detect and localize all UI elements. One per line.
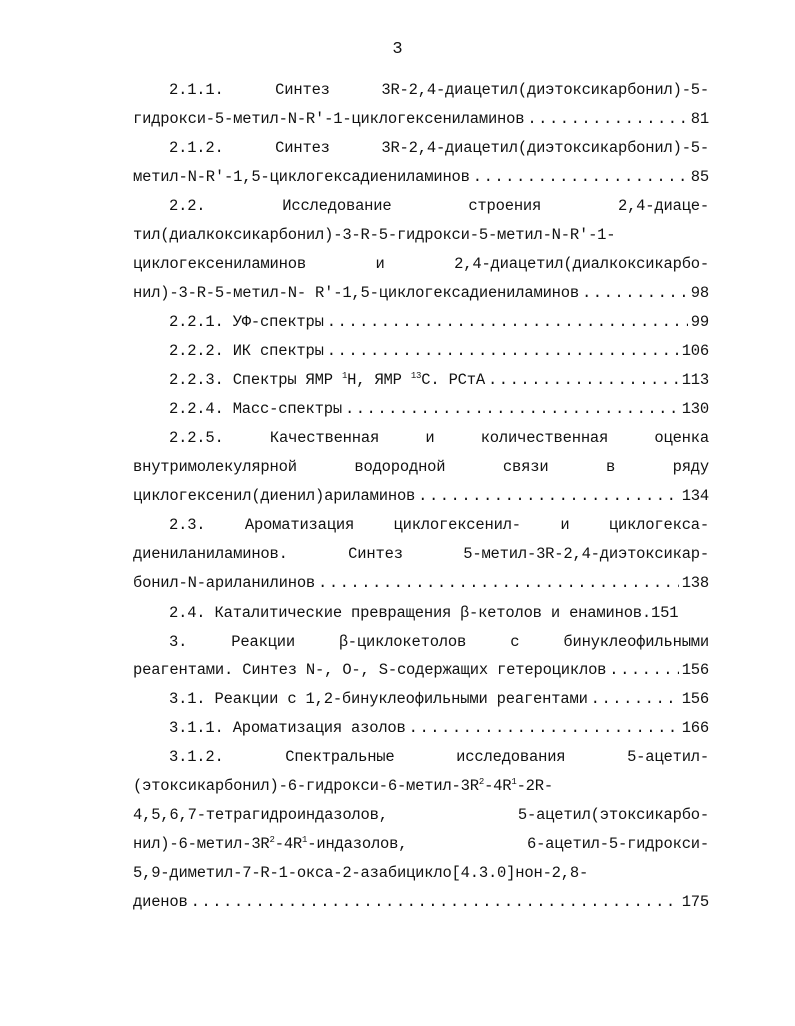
toc-text: 2.2. Исследование строения 2,4-диаце- <box>169 197 709 215</box>
toc-text: 2.2.1. УФ-спектры <box>169 313 324 331</box>
superscript: 1 <box>511 776 517 787</box>
toc-text: 4,5,6,7-тетрагидроиндазолов, 5-ацетил(этоксикарбо- <box>133 806 709 824</box>
toc-page-number: 175 <box>681 893 709 911</box>
toc-text: реагентами. Синтез N-, O-, S-содержащих гетероциклов <box>133 661 607 679</box>
toc-line <box>133 801 709 830</box>
toc-line <box>133 424 709 453</box>
dot-leader <box>318 569 679 598</box>
toc-text: бонил-N-ариланилинов <box>133 574 316 592</box>
dot-leader <box>473 163 688 192</box>
toc-text: $нил)-6-метил-3R^2-4R^1$-индазолов, 6-ацетил-5-гидрокси- <box>133 834 709 853</box>
dot-leader <box>327 308 688 337</box>
toc-text: 5,9-диметил-7-R-1-окса-2-азабицикло[4.3.0]нон-2,8- <box>133 864 589 882</box>
toc-text: 2.4. Каталитические превращения β-кетолов и енаминов. <box>169 604 651 622</box>
toc-line <box>133 511 709 540</box>
toc-page-number: 166 <box>681 719 709 737</box>
toc-page-number: 113 <box>681 371 709 389</box>
toc-line <box>133 627 709 656</box>
toc-line <box>133 337 709 366</box>
toc-text: 3. Реакции β-циклокетолов с бинуклеофильными <box>169 633 709 651</box>
page-number: 3 <box>392 40 403 59</box>
toc-line <box>133 76 709 105</box>
toc-page-number: 99 <box>690 313 709 331</box>
toc-page-number: 81 <box>690 110 709 128</box>
toc-line <box>133 308 709 337</box>
toc-line <box>133 134 709 163</box>
dot-leader <box>591 685 679 714</box>
toc-line <box>133 714 709 743</box>
toc-line <box>133 888 709 917</box>
dot-leader <box>418 482 679 511</box>
toc-page-number: 106 <box>681 342 709 360</box>
toc-text: 3.1. Реакции с 1,2-бинуклеофильными реагентами <box>169 690 588 708</box>
toc-text: нил)-3-R-5-метил-N- R'-1,5-циклогексадиениламинов <box>133 284 579 302</box>
toc-line <box>133 482 709 511</box>
toc-text: диениланиламинов. Синтез 5-метил-3R-2,4-диэтоксикар- <box>133 545 709 563</box>
toc-line <box>133 105 709 134</box>
toc-text: гидрокси-5-метил-N-R'-1-циклогексениламинов <box>133 110 525 128</box>
toc-page-number: 156 <box>681 690 709 708</box>
toc-line <box>133 859 709 888</box>
toc-text: метил-N-R'-1,5-циклогексадиениламинов <box>133 168 470 186</box>
toc-page-number: 151 <box>651 604 679 622</box>
superscript: 2 <box>478 776 485 787</box>
toc-line <box>133 453 709 482</box>
toc-text: тил(диалкоксикарбонил)-3-R-5-гидрокси-5-метил-N-R'-1- <box>133 226 616 244</box>
toc-line <box>133 830 709 859</box>
toc-line <box>133 772 709 801</box>
dot-leader <box>582 279 688 308</box>
superscript: 1 <box>341 370 348 381</box>
toc-text: 2.2.5. Качественная и количественная оценка <box>169 429 709 447</box>
toc-text: 2.2.4. Масс-спектры <box>169 400 342 418</box>
toc-line <box>133 192 709 221</box>
toc-text: 2.2.3. Спектры ЯМР $^1$Н, ЯМР $^{13}$С. РСтА <box>169 370 485 389</box>
toc-line <box>133 569 709 598</box>
toc-text: циклогексенил(диенил)ариламинов <box>133 487 416 505</box>
toc-page-number: 156 <box>681 661 709 679</box>
toc-text: 3.1.1. Ароматизация азолов <box>169 719 406 737</box>
toc-line <box>133 221 709 250</box>
toc-text: 2.1.1. Синтез 3R-2,4-диацетил(диэтоксикарбонил)-5- <box>169 81 709 99</box>
toc-line <box>133 540 709 569</box>
toc-line <box>133 743 709 772</box>
toc-page-number: 85 <box>690 168 709 186</box>
toc-line <box>133 656 709 685</box>
toc-text: $(этоксикарбонил)-6-гидрокси-6-метил-3R^2-4R^1-2R-$ <box>133 776 553 795</box>
dot-leader <box>609 656 678 685</box>
table-of-contents <box>133 76 709 917</box>
toc-text: 3.1.2. Спектральные исследования 5-ацетил- <box>169 748 709 766</box>
toc-page-number: 134 <box>681 487 709 505</box>
toc-line <box>133 395 709 424</box>
dot-leader <box>409 714 679 743</box>
toc-text: циклогексениламинов и 2,4-диацетил(диалкоксикарбо- <box>133 255 709 273</box>
toc-line <box>133 250 709 279</box>
dot-leader <box>191 888 679 917</box>
toc-text: 2.3. Ароматизация циклогексенил- и циклогекса- <box>169 516 709 534</box>
toc-line <box>133 366 709 395</box>
superscript: 2 <box>269 834 275 845</box>
dot-leader <box>527 105 687 134</box>
dot-leader <box>488 366 679 395</box>
beta-symbol: β <box>460 604 469 621</box>
superscript: 1 <box>302 834 308 845</box>
toc-line <box>133 279 709 308</box>
toc-page-number: 98 <box>690 284 709 302</box>
toc-text: 2.2.2. ИК спектры <box>169 342 324 360</box>
toc-line <box>133 163 709 192</box>
toc-text: диенов <box>133 893 188 911</box>
dot-leader <box>345 395 679 424</box>
superscript: 13 <box>410 370 422 381</box>
toc-page-number: 130 <box>681 400 709 418</box>
toc-text: 2.1.2. Синтез 3R-2,4-диацетил(диэтоксикарбонил)-5- <box>169 139 709 157</box>
toc-line <box>133 685 709 714</box>
toc-text: внутримолекулярной водородной связи в ряду <box>133 458 709 476</box>
dot-leader <box>327 337 679 366</box>
toc-page-number: 138 <box>681 574 709 592</box>
toc-line <box>133 598 709 627</box>
beta-symbol: β <box>339 633 348 650</box>
